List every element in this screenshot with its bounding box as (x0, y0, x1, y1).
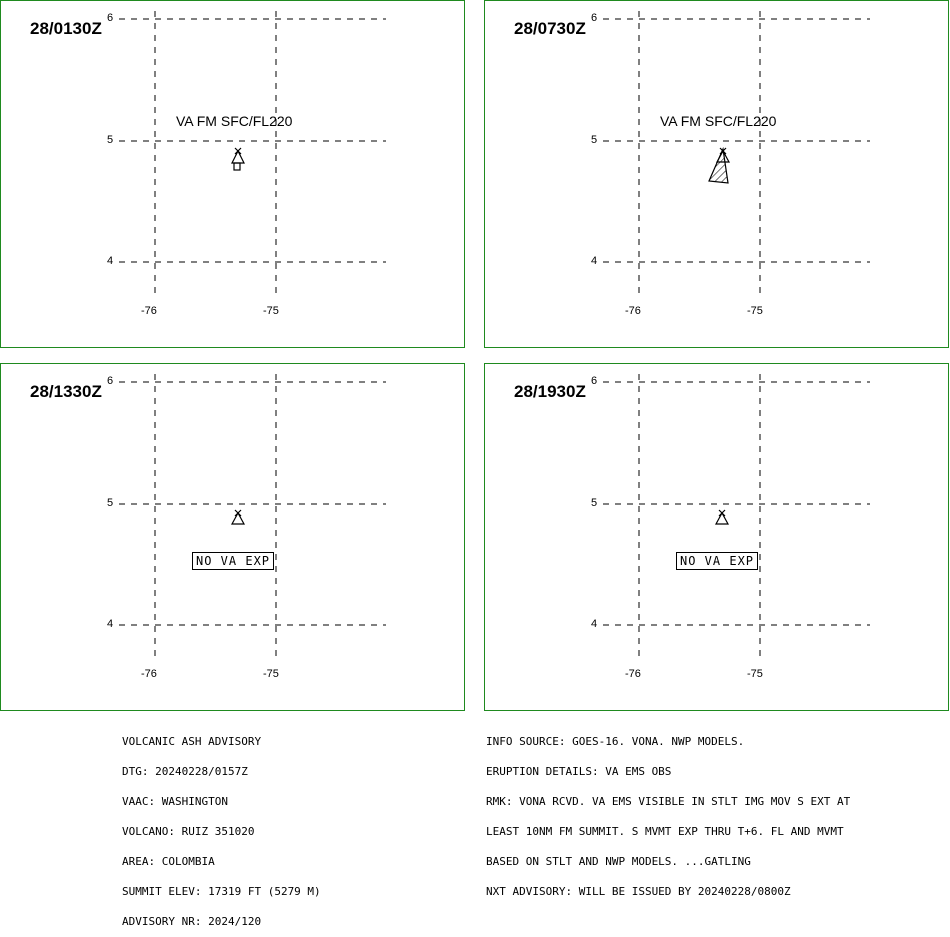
volcano-symbol-icon (232, 148, 244, 170)
panel-time: 28/1930Z (514, 382, 586, 401)
lon-tick-75: -75 (747, 305, 763, 317)
advisory-line: VAAC: WASHINGTON (122, 795, 228, 808)
map-grid-1 (1, 1, 465, 348)
lat-tick-4: 4 (591, 618, 598, 630)
lat-tick-5: 5 (591, 134, 598, 146)
advisory-line: VOLCANIC ASH ADVISORY (122, 735, 262, 748)
advisory-info-left (122, 717, 321, 937)
panel-time: 28/1330Z (30, 382, 102, 401)
advisory-line: NXT ADVISORY: WILL BE ISSUED BY 20240228/0800Z (486, 885, 791, 898)
map-grid-4 (485, 364, 949, 711)
advisory-line: ADVISORY NR: 2024/120 (122, 915, 262, 928)
volcano-symbol-icon (716, 510, 728, 524)
map-panel-4 (484, 363, 949, 711)
lat-tick-5: 5 (107, 497, 114, 509)
lat-tick-5: 5 (107, 134, 114, 146)
lon-tick-76: -76 (625, 668, 641, 680)
advisory-line: VOLCANO: RUIZ 351020 (122, 825, 255, 838)
no-va-exp-box: NO VA EXP (676, 552, 758, 570)
advisory-line: SUMMIT ELEV: 17319 FT (5279 M) (122, 885, 321, 898)
advisory-info-right (486, 717, 850, 907)
advisory-line: AREA: COLOMBIA (122, 855, 215, 868)
advisory-line: DTG: 20240228/0157Z (122, 765, 248, 778)
lat-tick-4: 4 (107, 255, 114, 267)
lat-tick-6: 6 (591, 12, 598, 24)
lon-tick-75: -75 (263, 305, 279, 317)
map-grid-2 (485, 1, 949, 348)
map-panel-3 (0, 363, 465, 711)
lon-tick-75: -75 (263, 668, 279, 680)
advisory-line: INFO SOURCE: GOES-16. VONA. NWP MODELS. (486, 735, 745, 748)
lat-tick-5: 5 (591, 497, 598, 509)
lat-tick-6: 6 (107, 375, 114, 387)
map-grid-3 (1, 364, 465, 711)
panel-time: 28/0730Z (514, 19, 586, 38)
lon-tick-76: -76 (141, 305, 157, 317)
lon-tick-76: -76 (141, 668, 157, 680)
advisory-line: LEAST 10NM FM SUMMIT. S MVMT EXP THRU T+6. FL AND MVMT (486, 825, 844, 838)
lat-tick-6: 6 (591, 375, 598, 387)
va-label: VA FM SFC/FL220 (660, 113, 777, 129)
map-panel-2 (484, 0, 949, 348)
lon-tick-76: -76 (625, 305, 641, 317)
panel-time: 28/0130Z (30, 19, 102, 38)
no-va-exp-box: NO VA EXP (192, 552, 274, 570)
lat-tick-4: 4 (591, 255, 598, 267)
lon-tick-75: -75 (747, 668, 763, 680)
volcano-symbol-icon (232, 510, 244, 524)
lat-tick-6: 6 (107, 12, 114, 24)
lat-tick-4: 4 (107, 618, 114, 630)
advisory-line: RMK: VONA RCVD. VA EMS VISIBLE IN STLT IMG MOV S EXT AT (486, 795, 851, 808)
advisory-line: BASED ON STLT AND NWP MODELS. ...GATLING (486, 855, 751, 868)
advisory-line: ERUPTION DETAILS: VA EMS OBS (486, 765, 672, 778)
va-label: VA FM SFC/FL220 (176, 113, 293, 129)
map-panel-1 (0, 0, 465, 348)
